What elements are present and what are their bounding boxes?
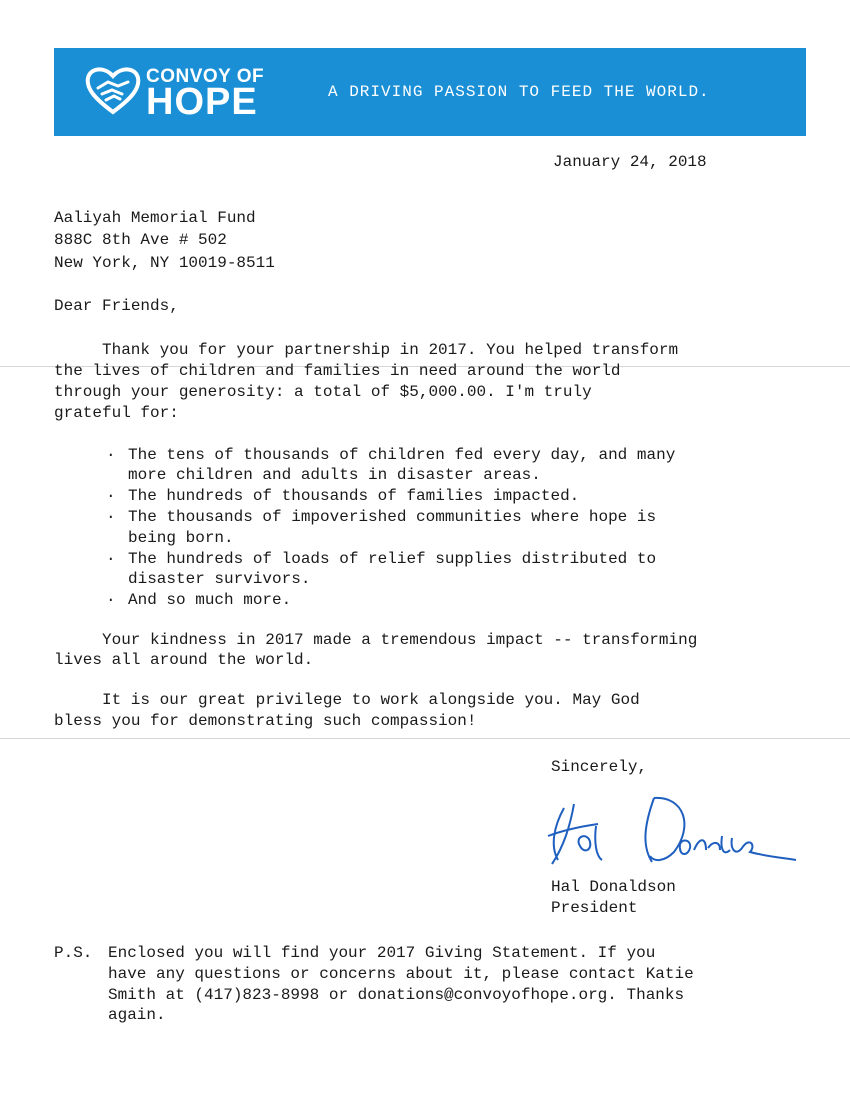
paragraph-line: Your kindness in 2017 made a tremendous impact -- transforming: [102, 631, 698, 649]
letter-date: January 24, 2018: [553, 153, 707, 171]
list-item: The hundreds of loads of relief supplies distributed to: [128, 550, 657, 568]
paragraph-line: bless you for demonstrating such compassion!: [54, 712, 477, 730]
intro-line: through your generosity: a total of $5,000.00. I'm truly: [54, 383, 592, 401]
list-item: The hundreds of thousands of families impacted.: [128, 487, 580, 505]
heart-hands-icon: [84, 64, 142, 116]
bullet-marker: ·: [106, 446, 116, 464]
recipient-address-line2: New York, NY 10019-8511: [54, 254, 275, 272]
recipient-name: Aaliyah Memorial Fund: [54, 209, 256, 227]
list-item-continuation: disaster survivors.: [128, 570, 311, 588]
ps-line: Enclosed you will find your 2017 Giving Statement. If you: [108, 944, 656, 962]
bullet-marker: ·: [106, 550, 116, 568]
list-item-continuation: more children and adults in disaster areas.: [128, 466, 541, 484]
closing: Sincerely,: [551, 758, 648, 776]
paragraph-line: It is our great privilege to work alongside you. May God: [102, 691, 640, 709]
salutation: Dear Friends,: [54, 297, 179, 315]
intro-line: Thank you for your partnership in 2017. You helped transform: [102, 341, 679, 359]
logo: [84, 64, 284, 122]
list-item-continuation: being born.: [128, 529, 234, 547]
ps-label: P.S.: [54, 944, 93, 962]
logo-text-bottom: HOPE: [146, 81, 258, 123]
intro-line: the lives of children and families in need around the world: [54, 362, 621, 380]
logo-text-top: CONVOY OF: [146, 66, 265, 87]
paragraph-line: lives all around the world.: [54, 651, 314, 669]
bullet-marker: ·: [106, 591, 116, 609]
signature-graphic: [544, 786, 800, 870]
bullet-marker: ·: [106, 508, 116, 526]
recipient-address-line1: 888C 8th Ave # 502: [54, 231, 227, 249]
letterhead-banner: [54, 48, 806, 136]
intro-line: grateful for:: [54, 404, 179, 422]
signer-title: President: [551, 899, 638, 917]
signer-name: Hal Donaldson: [551, 878, 676, 896]
ps-line: have any questions or concerns about it, please contact Katie: [108, 965, 694, 983]
signature: [544, 786, 800, 870]
ps-line: again.: [108, 1006, 166, 1024]
list-item: The tens of thousands of children fed every day, and many: [128, 446, 676, 464]
bullet-marker: ·: [106, 487, 116, 505]
ps-line: Smith at (417)823-8998 or donations@convoyofhope.org. Thanks: [108, 986, 685, 1004]
list-item: The thousands of impoverished communities where hope is: [128, 508, 657, 526]
tagline: A DRIVING PASSION TO FEED THE WORLD.: [328, 83, 710, 101]
list-item: And so much more.: [128, 591, 292, 609]
fold-line: [0, 738, 850, 739]
